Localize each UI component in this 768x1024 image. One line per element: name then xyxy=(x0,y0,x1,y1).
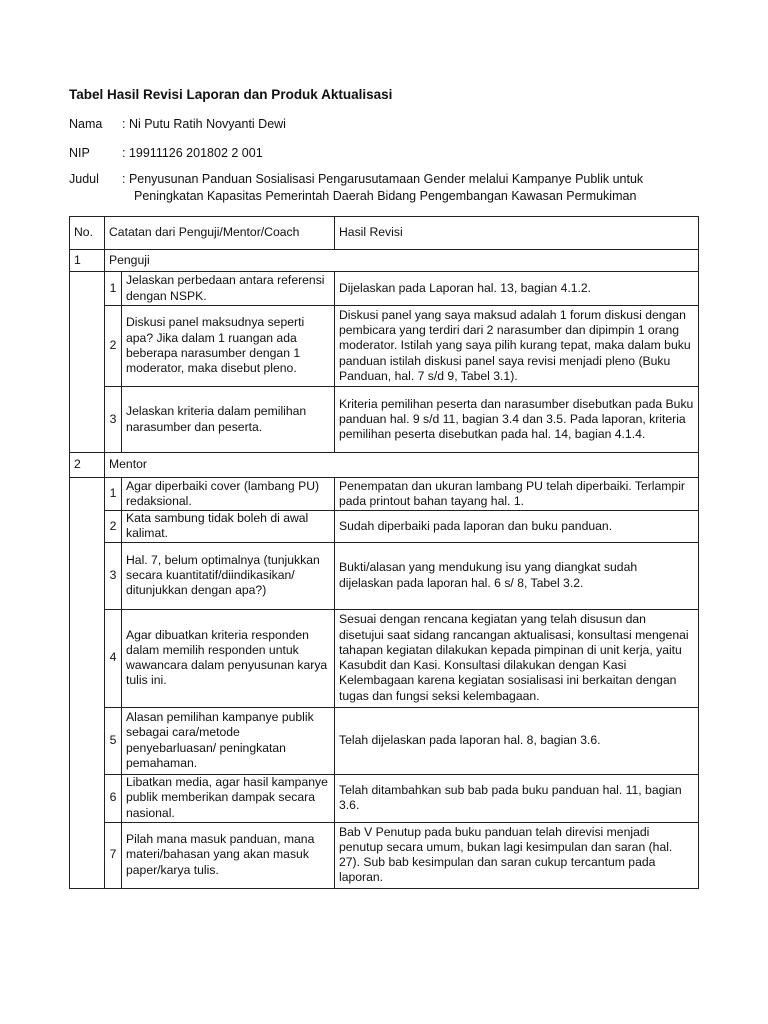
judul-label: Judul xyxy=(69,172,99,186)
row-note: Agar dibuatkan kriteria responden dalam memilih responden untuk wawancara dalam penyusunan karya tulis ini. xyxy=(122,609,335,707)
header-notes: Catatan dari Penguji/Mentor/Coach xyxy=(105,217,335,250)
row-result: Penempatan dan ukuran lambang PU telah diperbaiki. Terlampir pada printout bahan tayang hal. 1. xyxy=(335,478,699,511)
row-note: Pilah mana masuk panduan, mana materi/bahasan yang akan masuk paper/karya tulis. xyxy=(122,822,335,888)
row-index: 3 xyxy=(105,542,122,609)
row-index: 4 xyxy=(105,609,122,707)
row-index: 3 xyxy=(105,387,122,453)
section-title: Mentor xyxy=(105,453,699,478)
section-title: Penguji xyxy=(105,250,699,272)
table-row xyxy=(70,822,699,888)
table-row xyxy=(70,478,699,511)
row-index: 7 xyxy=(105,822,122,888)
judul-value-line2: Peningkatan Kapasitas Pemerintah Daerah Bidang Pengembangan Kawasan Permukiman xyxy=(134,189,637,203)
section-spacer-cell xyxy=(70,478,105,889)
nip-value: : 19911126 201802 2 001 xyxy=(122,146,263,160)
table-row xyxy=(70,707,699,774)
row-result: Telah ditambahkan sub bab pada buku panduan hal. 11, bagian 3.6. xyxy=(335,774,699,822)
section-spacer-cell xyxy=(70,272,105,453)
section-number: 2 xyxy=(70,453,105,478)
row-index: 2 xyxy=(105,511,122,543)
row-note: Alasan pemilihan kampanye publik sebagai cara/metode penyebarluasan/ peningkatan pemahaman. xyxy=(122,707,335,774)
row-result: Telah dijelaskan pada laporan hal. 8, bagian 3.6. xyxy=(335,707,699,774)
row-index: 5 xyxy=(105,707,122,774)
row-result: Sesuai dengan rencana kegiatan yang telah disusun dan disetujui saat sidang rancangan aktualisasi, konsultasi mengenai tahapan kegiatan dilakukan kepada pimpinan di unit kerja, yaitu Kasubdit dan Kasi. Konsultasi dilakukan dengan Kasi Kelembagaan karena kegiatan sosialisasi ini berkaitan dengan tugas dan fungsi seksi kelembagaan. xyxy=(335,609,699,707)
row-result: Bab V Penutup pada buku panduan telah direvisi menjadi penutup secara umum, bukan lagi kesimpulan dan saran (hal. 27). Sub bab kesimpulan dan saran cukup tercantum pada laporan. xyxy=(335,822,699,888)
row-index: 1 xyxy=(105,272,122,306)
table-row xyxy=(70,306,699,387)
row-result: Kriteria pemilihan peserta dan narasumber disebutkan pada Buku panduan hal. 9 s/d 11, bagian 3.4 dan 3.5. Pada laporan, kriteria pemilihan peserta disebutkan pada hal. 14, bagian 4.1.4. xyxy=(335,387,699,453)
section-number: 1 xyxy=(70,250,105,272)
row-note: Jelaskan perbedaan antara referensi dengan NSPK. xyxy=(122,272,335,306)
row-result: Sudah diperbaiki pada laporan dan buku panduan. xyxy=(335,511,699,543)
judul-value-line1: : Penyusunan Panduan Sosialisasi Pengarusutamaan Gender melalui Kampanye Publik untuk xyxy=(122,172,644,186)
row-note: Libatkan media, agar hasil kampanye publik memberikan dampak secara nasional. xyxy=(122,774,335,822)
revision-table xyxy=(69,216,699,889)
row-result: Bukti/alasan yang mendukung isu yang diangkat sudah dijelaskan pada laporan hal. 6 s/ 8, Tabel 3.2. xyxy=(335,542,699,609)
row-note: Kata sambung tidak boleh di awal kalimat. xyxy=(122,511,335,543)
row-note: Hal. 7, belum optimalnya (tunjukkan secara kuantitatif/diindikasikan/ ditunjukkan dengan apa?) xyxy=(122,542,335,609)
row-index: 6 xyxy=(105,774,122,822)
table-row xyxy=(70,542,699,609)
row-note: Diskusi panel maksudnya seperti apa? Jika dalam 1 ruangan ada beberapa narasumber dengan 1 moderator, maka disebut pleno. xyxy=(122,306,335,387)
row-note: Agar diperbaiki cover (lambang PU) redaksional. xyxy=(122,478,335,511)
row-result: Diskusi panel yang saya maksud adalah 1 forum diskusi dengan pembicara yang terdiri dari 2 narasumber dan dipimpin 1 orang moderator. Istilah yang saya pilih kurang tepat, maka dalam buku panduan istilah diskusi panel saya revisi menjadi pleno (Buku Panduan, hal. 7 s/d 9, Tabel 3.1). xyxy=(335,306,699,387)
header-no: No. xyxy=(70,217,105,250)
row-note: Jelaskan kriteria dalam pemilihan narasumber dan peserta. xyxy=(122,387,335,453)
document-title: Tabel Hasil Revisi Laporan dan Produk Aktualisasi xyxy=(69,87,393,102)
table-row xyxy=(70,609,699,707)
table-header-row xyxy=(70,217,699,250)
row-result: Dijelaskan pada Laporan hal. 13, bagian 4.1.2. xyxy=(335,272,699,306)
section-row-mentor xyxy=(70,453,699,478)
table-row xyxy=(70,511,699,543)
row-index: 2 xyxy=(105,306,122,387)
nama-value: : Ni Putu Ratih Novyanti Dewi xyxy=(122,117,286,131)
table-row xyxy=(70,774,699,822)
table-row xyxy=(70,387,699,453)
nip-label: NIP xyxy=(69,146,90,160)
section-row-penguji xyxy=(70,250,699,272)
header-result: Hasil Revisi xyxy=(335,217,699,250)
nama-label: Nama xyxy=(69,117,103,131)
table-row xyxy=(70,272,699,306)
row-index: 1 xyxy=(105,478,122,511)
